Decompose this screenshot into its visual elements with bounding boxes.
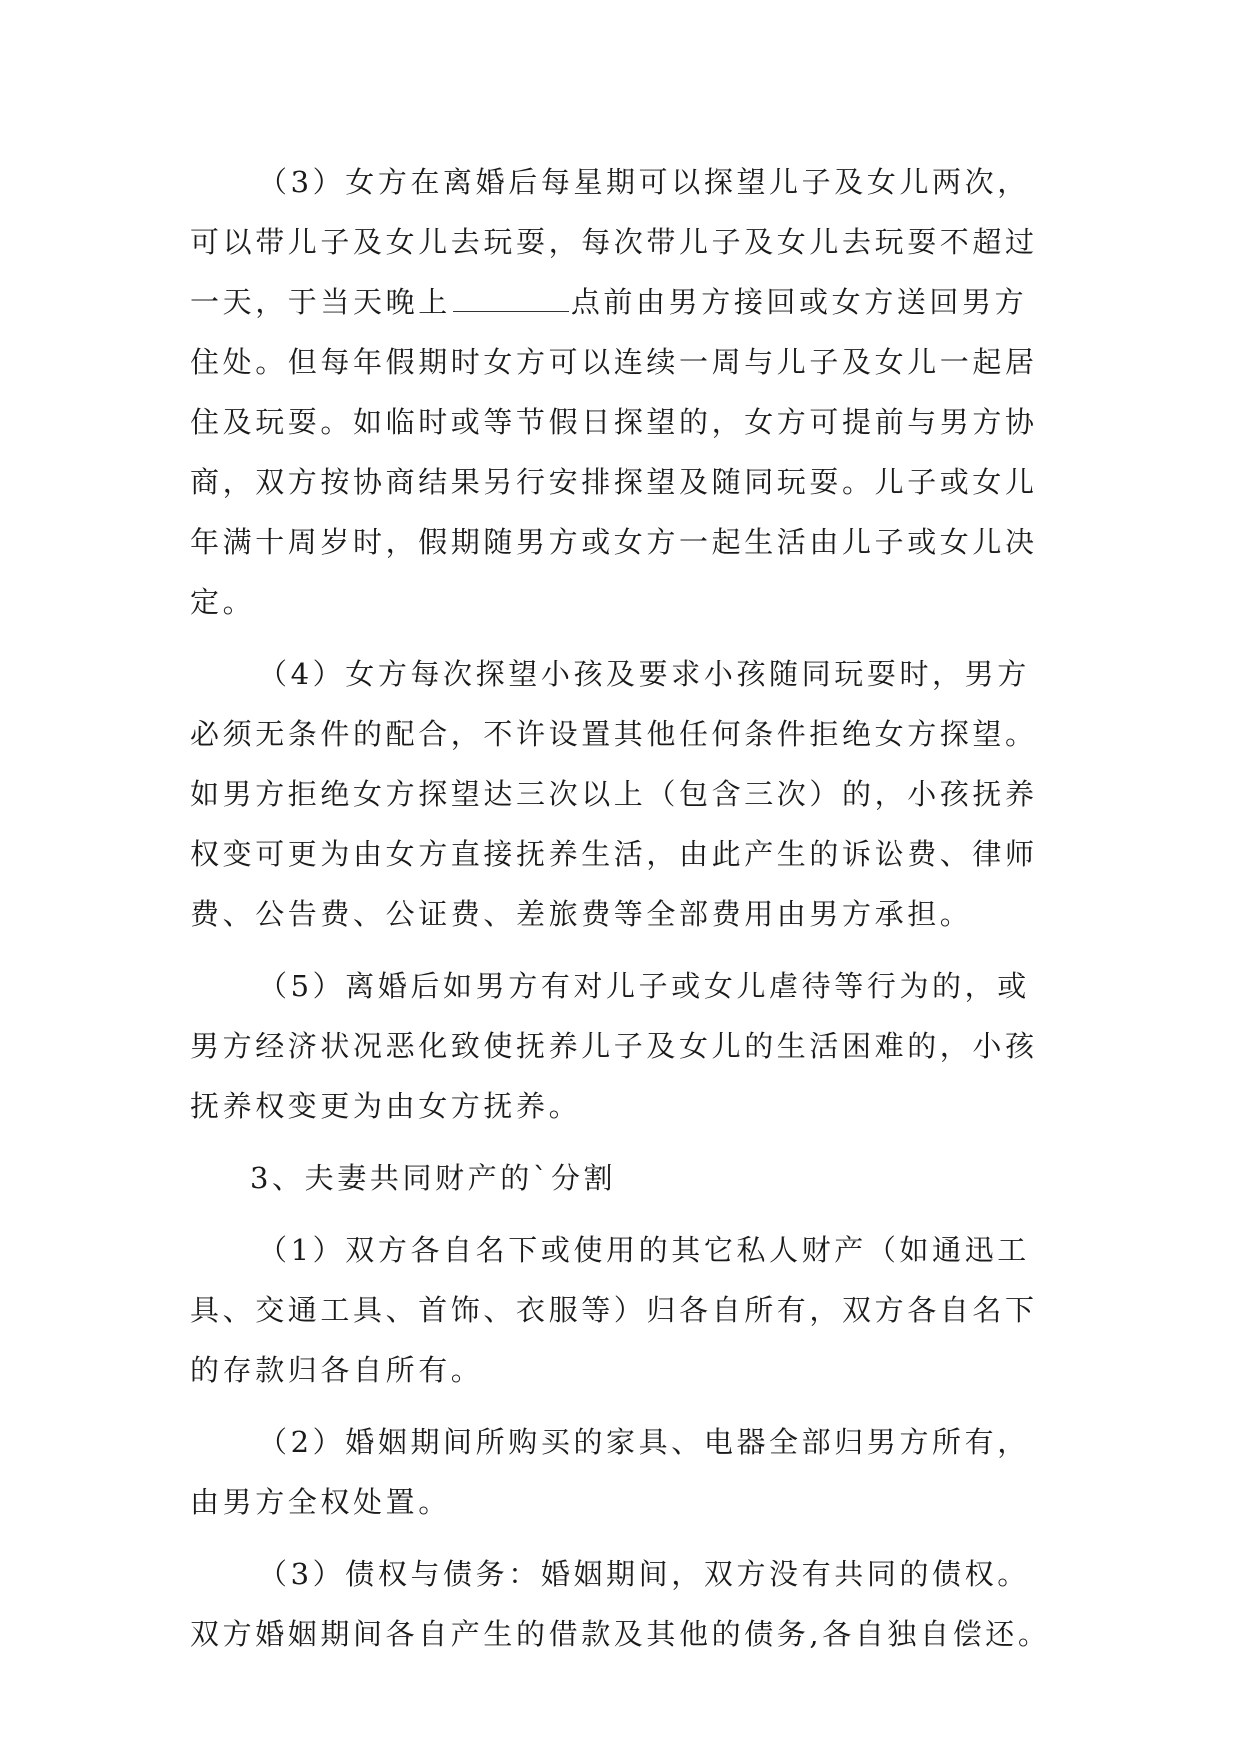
text-line: 住及玩耍。如临时或等节假日探望的，女方可提前与男方协 [190, 405, 1038, 439]
paragraph-property-1 [190, 1220, 1060, 1400]
paragraph-gap [190, 1136, 1060, 1148]
text-line: 商，双方按协商结果另行安排探望及随同玩耍。儿子或女儿 [190, 465, 1038, 499]
text-segment: 一天，于当天晚上 [190, 285, 451, 319]
fill-in-blank [453, 287, 569, 312]
text-line: 如男方拒绝女方探望达三次以上（包含三次）的，小孩抚养 [190, 777, 1038, 811]
text-line: 的存款归各自所有。 [190, 1353, 484, 1387]
text-line: （3）债权与债务：婚姻期间，双方没有共同的债权。 [258, 1557, 1030, 1591]
document-body [190, 152, 1060, 1664]
text-line: 双方婚姻期间各自产生的借款及其他的债务,各自独自偿还。 [190, 1617, 1051, 1651]
paragraph-gap [190, 1208, 1060, 1220]
paragraph-gap [190, 632, 1060, 644]
paragraph-gap [190, 1400, 1060, 1412]
text-line: （2）婚姻期间所购买的家具、电器全部归男方所有， [258, 1425, 1030, 1459]
text-line: 费、公告费、公证费、差旅费等全部费用由男方承担。 [190, 897, 973, 931]
paragraph-gap [190, 944, 1060, 956]
paragraph-visitation-4 [190, 644, 1060, 944]
text-line: 必须无条件的配合，不许设置其他任何条件拒绝女方探望。 [190, 717, 1038, 751]
text-line: 住处。但每年假期时女方可以连续一周与儿子及女儿一起居 [190, 345, 1038, 379]
paragraph-property-3 [190, 1544, 1060, 1664]
text-line: 男方经济状况恶化致使抚养儿子及女儿的生活困难的，小孩 [190, 1029, 1038, 1063]
text-line: （1）双方各自名下或使用的其它私人财产（如通迅工 [258, 1233, 1030, 1267]
text-line: （3）女方在离婚后每星期可以探望儿子及女儿两次， [258, 165, 1030, 199]
text-line: 抚养权变更为由女方抚养。 [190, 1089, 582, 1123]
text-line: 具、交通工具、首饰、衣服等）归各自所有，双方各自名下 [190, 1293, 1038, 1327]
text-line: （4）女方每次探望小孩及要求小孩随同玩耍时，男方 [258, 657, 1030, 691]
text-segment: 点前由男方接回或女方送回男方 [570, 285, 1028, 319]
text-line: 年满十周岁时，假期随男方或女方一起生活由儿子或女儿决 [190, 525, 1038, 559]
text-line-with-blank [190, 272, 1060, 332]
paragraph-gap [190, 1532, 1060, 1544]
text-line: 可以带儿子及女儿去玩耍，每次带儿子及女儿去玩耍不超过 [190, 225, 1038, 259]
paragraph-custody-5 [190, 956, 1060, 1136]
text-line: （5）离婚后如男方有对儿子或女儿虐待等行为的，或 [258, 969, 1030, 1003]
paragraph-property-2 [190, 1412, 1060, 1532]
text-line: 权变可更为由女方直接抚养生活，由此产生的诉讼费、律师 [190, 837, 1038, 871]
text-line: 定。 [190, 585, 256, 619]
text-line: 由男方全权处置。 [190, 1485, 451, 1519]
section-heading: 3、夫妻共同财产的`分割 [250, 1161, 617, 1195]
paragraph-visitation-3 [190, 152, 1060, 632]
